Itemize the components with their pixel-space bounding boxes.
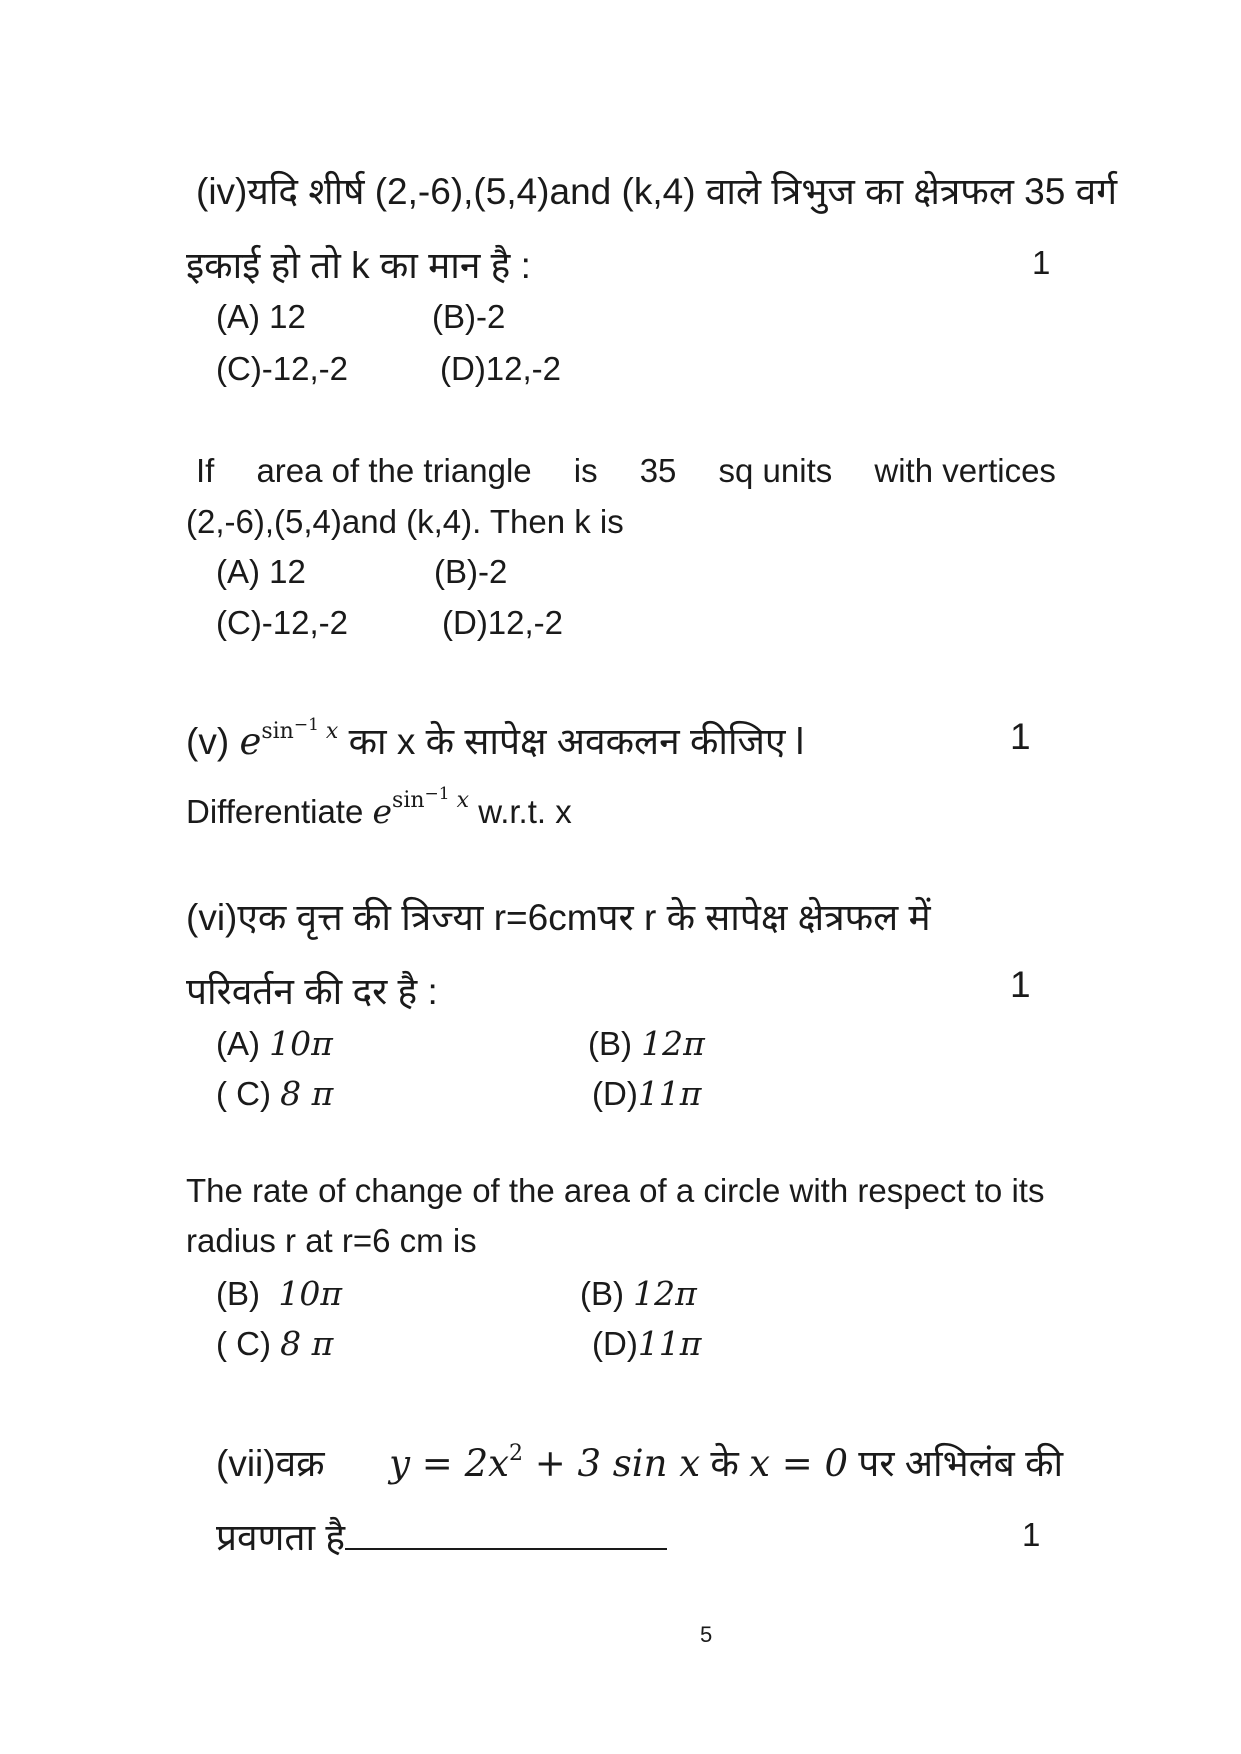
option-value: 8 π bbox=[280, 1324, 334, 1363]
q4-hindi-line1: (iv)यदि शीर्ष (2,-6),(5,4)and (k,4) वाले त्रिभुज का क्षेत्रफल 35 वर्ग bbox=[196, 171, 1118, 212]
q6-english-line1: The rate of change of the area of a circle with respect to its bbox=[186, 1172, 1045, 1209]
option-label: (D) bbox=[592, 1325, 638, 1362]
q6-hindi-line1: (vi)एक वृत्त की त्रिज्या r=6cmपर r के सापेक्ष क्षेत्रफल में bbox=[186, 897, 931, 938]
option-value: 10π bbox=[269, 1024, 333, 1063]
option-value: 8 π bbox=[280, 1074, 334, 1113]
q6-hi-option-d bbox=[592, 1074, 702, 1113]
q7-hindi-line1 bbox=[216, 1436, 1063, 1487]
q7-equation bbox=[389, 1442, 700, 1485]
q7-label: (vii)वक्र bbox=[216, 1443, 325, 1484]
q5-en-exp-var: x bbox=[456, 788, 470, 813]
q4-hindi-line2: इकाई हो तो k का मान है : bbox=[186, 245, 531, 286]
q5-exp-var: x bbox=[325, 719, 339, 744]
q7-condition: x = 0 bbox=[749, 1442, 849, 1485]
option-label: (D) bbox=[592, 1075, 638, 1112]
q4-en-option-a: (A) 12 bbox=[216, 553, 306, 590]
q5-en-exp-fn: sin bbox=[392, 788, 425, 813]
option-label: ( C) bbox=[216, 1325, 271, 1362]
q4-hi-option-a: (A) 12 bbox=[216, 298, 306, 335]
q5-en-suffix: w.r.t. x bbox=[478, 793, 572, 830]
q5-en-exponent bbox=[392, 784, 470, 813]
q5-english-line bbox=[186, 784, 572, 831]
q5-expression bbox=[239, 715, 339, 763]
q5-en-expression bbox=[372, 784, 470, 831]
q4-marks: 1 bbox=[1032, 244, 1051, 281]
q6-hi-option-b bbox=[588, 1024, 705, 1063]
q4-en-word: 35 bbox=[639, 452, 677, 489]
q6-en-option-d bbox=[592, 1324, 702, 1363]
q4-en-word: If bbox=[196, 452, 215, 489]
q4-en-option-c: (C)-12,-2 bbox=[216, 604, 349, 641]
q4-en-word: area of the triangle bbox=[256, 452, 532, 489]
q4-en-word: sq units bbox=[718, 452, 833, 489]
option-value: 11π bbox=[637, 1324, 702, 1363]
q5-label: (v) bbox=[186, 721, 230, 762]
q7-mid: के bbox=[710, 1443, 739, 1484]
q5-exponent bbox=[261, 715, 339, 744]
option-value: 11π bbox=[637, 1074, 702, 1113]
q4-hi-option-d: (D)12,-2 bbox=[440, 350, 562, 387]
q5-hindi-line bbox=[186, 714, 804, 765]
q4-hi-option-b: (B)-2 bbox=[432, 298, 506, 335]
q4-english-line2: (2,-6),(5,4)and (k,4). Then k is bbox=[186, 503, 624, 540]
option-label: (A) bbox=[216, 1025, 260, 1062]
q4-hi-option-c: (C)-12,-2 bbox=[216, 350, 349, 387]
q5-base: e bbox=[239, 720, 262, 763]
q4-english-line1 bbox=[196, 452, 1056, 490]
answer-blank[interactable] bbox=[345, 1522, 667, 1550]
q5-marks: 1 bbox=[1010, 716, 1031, 757]
option-label: (B) bbox=[580, 1275, 624, 1312]
q6-hindi-line2: परिवर्तन की दर है : bbox=[186, 971, 438, 1012]
q6-hi-option-c bbox=[216, 1074, 333, 1113]
option-label: (B) bbox=[216, 1275, 260, 1312]
q7-eq-power: 2 bbox=[508, 1441, 523, 1466]
q5-exp-power: −1 bbox=[293, 715, 319, 735]
q7-hindi-rest: पर अभिलंब की bbox=[858, 1443, 1064, 1484]
q6-en-option-b bbox=[580, 1274, 697, 1313]
q4-en-option-b: (B)-2 bbox=[434, 553, 508, 590]
q4-en-option-d: (D)12,-2 bbox=[442, 604, 564, 641]
option-value: 12π bbox=[641, 1024, 705, 1063]
q6-hi-option-a bbox=[216, 1024, 333, 1063]
q7-eq-lhs: y = 2x bbox=[389, 1442, 509, 1485]
option-label: ( C) bbox=[216, 1075, 271, 1112]
q4-en-word: is bbox=[573, 452, 598, 489]
q6-english-line2: radius r at r=6 cm is bbox=[186, 1222, 477, 1259]
q7-hindi-line2 bbox=[216, 1510, 667, 1561]
option-value: 12π bbox=[633, 1274, 697, 1313]
q5-exp-fn: sin bbox=[261, 719, 294, 744]
q6-marks: 1 bbox=[1010, 964, 1031, 1005]
q7-marks: 1 bbox=[1022, 1516, 1041, 1553]
q5-en-base: e bbox=[372, 792, 393, 831]
page-number: 5 bbox=[700, 1622, 713, 1647]
q7-line2-text: प्रवणता है bbox=[216, 1517, 345, 1558]
option-value: 10π bbox=[278, 1274, 343, 1313]
option-label: (B) bbox=[588, 1025, 632, 1062]
q5-en-exp-power: −1 bbox=[424, 784, 450, 804]
q7-eq-rhs: + 3 sin x bbox=[522, 1442, 701, 1485]
q4-en-word: with vertices bbox=[874, 452, 1056, 489]
q5-hindi-rest: का x के सापेक्ष अवकलन कीजिए l bbox=[348, 721, 804, 762]
q6-en-option-c bbox=[216, 1324, 333, 1363]
q6-en-option-a bbox=[216, 1274, 342, 1313]
q5-en-prefix: Differentiate bbox=[186, 793, 364, 830]
